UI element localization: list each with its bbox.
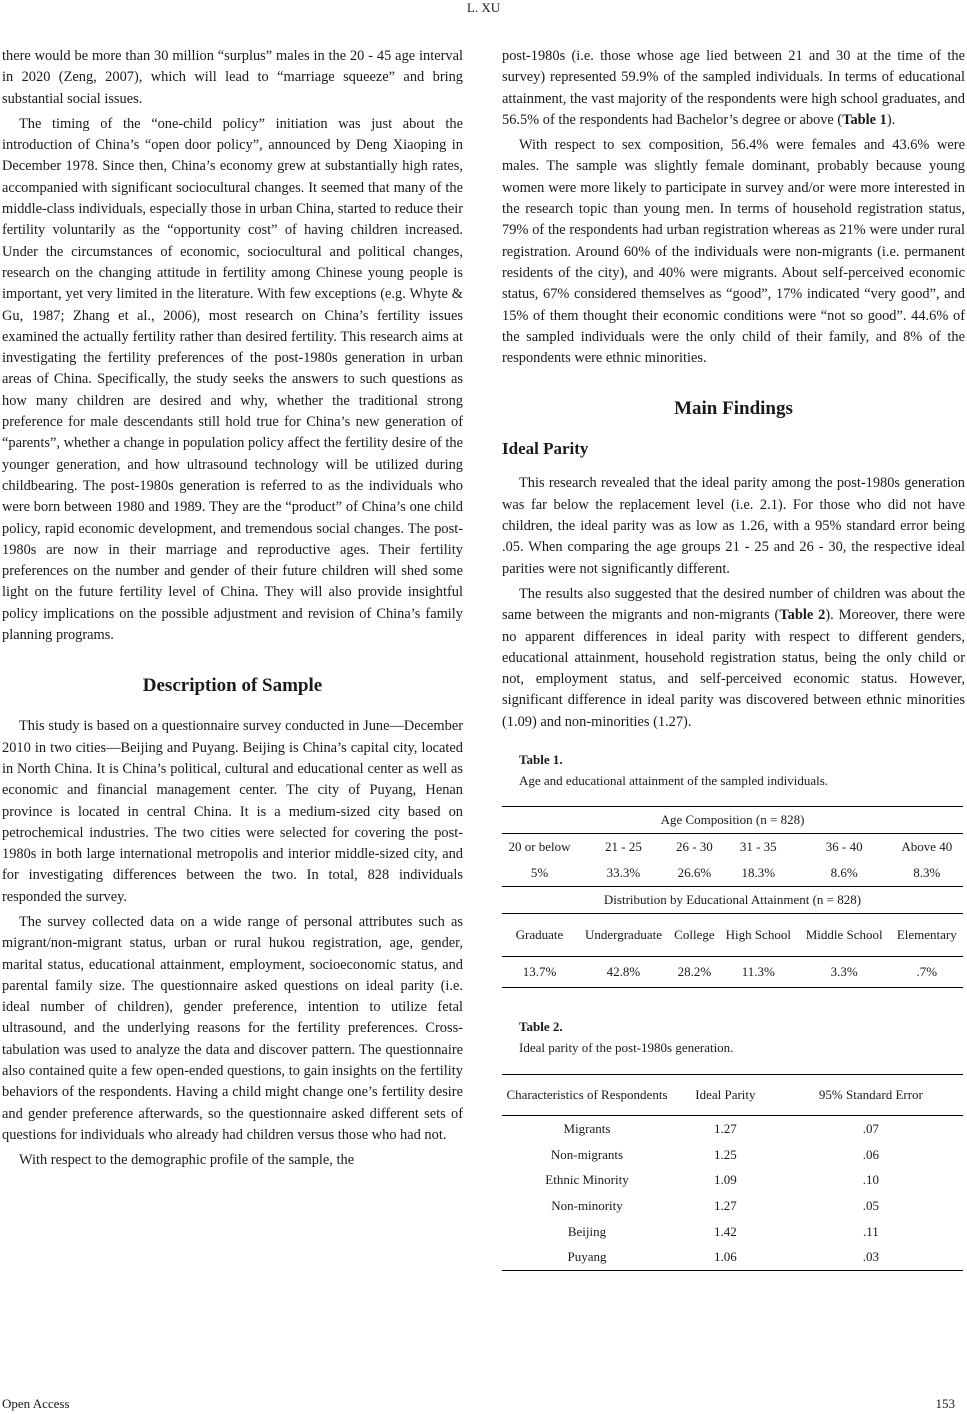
table-row bbox=[502, 1219, 963, 1245]
table-cell: 11.3% bbox=[719, 957, 798, 988]
footer-open-access: Open Access bbox=[2, 1396, 70, 1411]
section-heading-sample: Description of Sample bbox=[142, 675, 323, 697]
table-cell: Puyang bbox=[502, 1244, 672, 1270]
table-column-header: Ideal Parity bbox=[672, 1075, 779, 1116]
table-cell: .7% bbox=[891, 957, 963, 988]
table-cell: 1.27 bbox=[714, 1120, 737, 1136]
table-cell: .06 bbox=[862, 1146, 880, 1162]
table-cell: 1.25 bbox=[714, 1146, 737, 1162]
table-row bbox=[502, 1167, 963, 1193]
right-column bbox=[502, 46, 965, 1271]
table-cell: 8.3% bbox=[891, 860, 963, 887]
table-cell: 31 - 35 bbox=[739, 839, 777, 855]
paragraph: The results also suggested that the desired number of children was about the same between the migrants and non-migrants (Table 2). Moreover, there were no apparent differences in ideal parity with respect to different genders, educational attainment, household registration status, being the only child or not, employment status, and self-perceived economic status. However, significant difference in ideal parity was discovered between ethnic minorities (1.09) and non-minorities (1.27). bbox=[502, 585, 966, 730]
table-row bbox=[502, 1116, 963, 1142]
table-row bbox=[502, 1244, 963, 1270]
table-row bbox=[502, 1142, 963, 1168]
paragraph: there would be more than 30 million “surplus” males in the 20 - 45 age interval in 2020 (Zeng, 2007), which will lead to “marriage squeeze” and bring substantial social issues. bbox=[2, 48, 463, 107]
paragraph: With respect to sex composition, 56.4% were females and 43.6% were males. The sample was slightly female dominant, probably because young women were more likely to participate in survey and/or were more interested in the research topic than young men. In terms of household registration status, 79% of the respondents had urban registration whereas as 21% were under rural registration. Around 60% of the individuals were non-migrants (i.e. permanent residents of the city), and 40% were migrants. About self-perceived economic status, 67% considered themselves as “good”, 17% indicated “very good”, and 15% of them thought their economic conditions were “not so good”. 44.6% of the sampled individuals were the only child of their family, and 8% of the respondents were ethnic minorities. bbox=[502, 137, 965, 367]
table-column-header: Characteristics of Respondents bbox=[502, 1075, 672, 1116]
paragraph: This study is based on a questionnaire survey conducted in June—December 2010 in two cities—Beijing and Puyang. Beijing is China’s capital city, located in North China. It is China’s political, cultural and educational center as well as economic and financial management center. The city of Puyang, Henan province is located in central China. It is a medium-sized city based on petrochemical industries. The two cities were selected for covering the post-1980s in both large international metropolis and interior middle-sized city, and for investigating differences between the two. In total, 828 individuals responded the survey. bbox=[2, 718, 463, 905]
table-reference[interactable]: Table 2 bbox=[779, 607, 826, 624]
page-number: 153 bbox=[935, 1396, 955, 1411]
table-cell: High School bbox=[719, 914, 798, 957]
table2-caption: Ideal parity of the post-1980s generation. bbox=[519, 1040, 734, 1056]
table-reference[interactable]: Table 1 bbox=[842, 111, 887, 128]
table-header: Age Composition (n = 828) bbox=[502, 807, 963, 834]
paragraph: This research revealed that the ideal parity among the post-1980s generation was far below the replacement level (i.e. 2.1). For those who did not have children, the ideal parity was as low as 1.26, with a 95% standard error being .05. When comparing the age groups 21 - 25 and 26 - 30, the respective ideal parities were not significantly different. bbox=[502, 475, 965, 577]
table-cell: Migrants bbox=[563, 1120, 611, 1136]
table-cell: 36 - 40 bbox=[825, 839, 863, 855]
table-cell: 42.8% bbox=[577, 957, 670, 988]
left-column bbox=[2, 46, 463, 1172]
table-cell: Ethnic Minority bbox=[545, 1172, 629, 1188]
table-1 bbox=[502, 806, 963, 988]
section-heading-findings: Main Findings bbox=[674, 398, 793, 420]
table-cell: 20 or below bbox=[508, 839, 571, 855]
running-head: L. XU bbox=[466, 0, 501, 15]
table-header: Distribution by Educational Attainment (n = 828) bbox=[502, 887, 963, 914]
table1-caption: Age and educational attainment of the sampled individuals. bbox=[519, 773, 829, 789]
table-cell: .07 bbox=[862, 1120, 880, 1136]
subsection-heading-ideal-parity: Ideal Parity bbox=[502, 439, 589, 459]
table-cell: 26 - 30 bbox=[675, 839, 713, 855]
table-cell: 33.3% bbox=[577, 860, 670, 887]
table-row bbox=[502, 1193, 963, 1219]
table-cell: Non-migrants bbox=[550, 1146, 624, 1162]
table-cell: 26.6% bbox=[670, 860, 719, 887]
paragraph: The timing of the “one-child policy” initiation was just about the introduction of China’s “open door policy”, announced by Deng Xiaoping in December 1978. Since then, China’s economy grew at substantially high rates, accompanied with significant sociocultural changes. It seemed that many of the middle-class individuals, especially those in urban China, started to reduce their fertility voluntarily as the “opportunity cost” of having children increased. Under the circumstances of economic, sociocultural and political changes, research on the changing attitude in fertility among Chinese young people is important, yet very limited in the literature. With few exceptions (e.g. Whyte & Gu, 1987; Zhang et al., 2006), most research on China’s fertility issues examined the actually fertility rather than desired fertility. This research aims at investigating the fertility preferences of the post-1980s generation in urban areas of China. Specifically, the study seeks the answers to such questions as how many children are desired and why, whether the traditional strong preference for male descendants still hold true for China’s new generation of “parents”, whether a change in population policy affect the fertility desire of the younger generation, and how ultrasound technology will be utilized during childbearing. The post-1980s generation is referred to as the individuals who were born between 1980 and 1989. They are the “product” of China’s one child policy, rapid economic development, and tremendous social changes. The post-1980s are now in their marriage and reproductive ages. Their fertility preferences on the number and gender of their future children will shed some light on the future fertility level of China. They will also provide insightful policy implications on the possible adjustment and revision of China’s family planning programs. bbox=[2, 115, 463, 644]
table-cell: .11 bbox=[863, 1223, 879, 1239]
table-cell: College bbox=[670, 914, 719, 957]
table-cell: Beijing bbox=[567, 1223, 607, 1239]
table1-label: Table 1. bbox=[519, 752, 563, 768]
paragraph: post-1980s (i.e. those whose age lied between 21 and 30 at the time of the survey) represented 59.9% of the sampled individuals. In terms of educational attainment, the vast majority of the respondents were high school graduates, and 56.5% of the respondents had Bachelor’s degree or above (Table 1). bbox=[502, 48, 965, 128]
table-cell: 21 - 25 bbox=[605, 839, 642, 855]
table-column-header: 95% Standard Error bbox=[779, 1075, 963, 1116]
table-cell: .10 bbox=[862, 1172, 880, 1188]
table-cell: 1.42 bbox=[714, 1223, 737, 1239]
table-cell: 3.3% bbox=[798, 957, 891, 988]
table-cell: Undergraduate bbox=[577, 914, 670, 957]
table-cell: 18.3% bbox=[719, 860, 798, 887]
table-cell: Non-minority bbox=[551, 1197, 623, 1213]
table-2 bbox=[502, 1074, 963, 1271]
table-cell: 1.27 bbox=[714, 1197, 737, 1213]
paragraph: The survey collected data on a wide range of personal attributes such as migrant/non-migrant status, urban or rural hukou registration, age, gender, marital status, educational attainment, employment, socioeconomic status, and parental family size. The questionnaire asked questions on ideal parity (i.e. ideal number of children), gender preference, intention to utilize fetal ultrasound, and the underlying reasons for the fertility preferences. Cross-tabulation was used to analyze the data and discover pattern. The questionnaire also contained quite a few open-ended questions, to gain insights on the fertility behaviors of the respondents. Having a child might change one’s fertility desire and gender preference afterwards, so the questionnaire asked different sets of questions for individuals who already had children versus those who had not. bbox=[2, 913, 463, 1143]
table-cell: 1.06 bbox=[672, 1244, 779, 1270]
table-cell: 1.09 bbox=[714, 1172, 737, 1188]
table-cell: Middle School bbox=[798, 914, 891, 957]
table2-label: Table 2. bbox=[519, 1019, 563, 1035]
paragraph: With respect to the demographic profile of the sample, the bbox=[19, 1152, 355, 1169]
table-cell: 13.7% bbox=[502, 957, 577, 988]
table-cell: 8.6% bbox=[798, 860, 891, 887]
table-cell: .05 bbox=[862, 1197, 880, 1213]
table-cell: Above 40 bbox=[901, 839, 953, 855]
table-cell: 5% bbox=[502, 860, 577, 887]
table-cell: 28.2% bbox=[670, 957, 719, 988]
table-cell: Graduate bbox=[502, 914, 577, 957]
table-cell: .03 bbox=[779, 1244, 963, 1270]
table-cell: Elementary bbox=[891, 914, 963, 957]
